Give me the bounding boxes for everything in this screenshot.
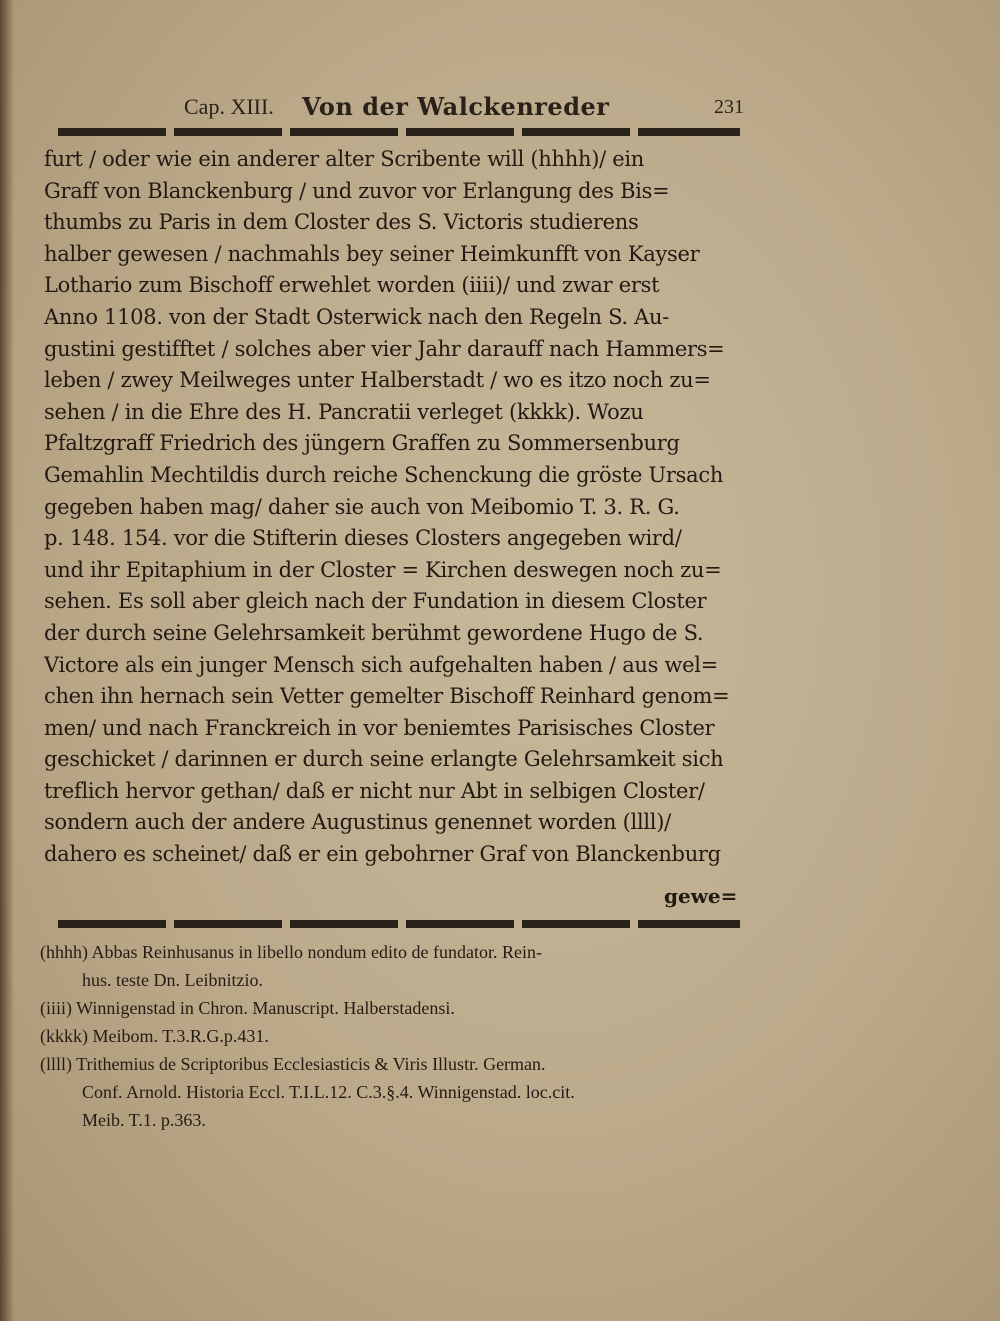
footnote-line: (iiii) Winnigenstad in Chron. Manuscript. Halberstadensi. (40, 998, 455, 1018)
text-line: sondern auch der andere Augustinus genennet worden (llll)/ (44, 810, 671, 835)
text-line: furt / oder wie ein anderer alter Scribente will (hhhh)/ ein (44, 147, 645, 171)
footnote-line: Conf. Arnold. Historia Eccl. T.I.L.12. C.3.§.4. Winnigenstad. loc.cit. (82, 1082, 575, 1102)
text-line: sehen. Es soll aber gleich nach der Fundation in diesem Closter (44, 589, 707, 614)
footnote-line: (hhhh) Abbas Reinhusanus in libello nondum edito de fundator. Rein- (40, 942, 542, 962)
binding-shadow (0, 0, 14, 1321)
text-line: thumbs zu Paris in dem Closter des S. Victoris studierens (44, 210, 639, 235)
text-line: gegeben haben mag/ daher sie auch von Meibomio T. 3. R. G. (44, 494, 680, 519)
catchword: gewe= (664, 884, 738, 908)
page-number: 231 (714, 96, 744, 118)
text-line: Victore als ein junger Mensch sich aufgehalten haben / aus wel= (44, 652, 719, 677)
text-line: Anno 1108. von der Stadt Osterwick nach den Regeln S. Au- (44, 304, 670, 329)
footnote-line: Meib. T.1. p.363. (82, 1110, 206, 1130)
footnote-line: (llll) Trithemius de Scriptoribus Ecclesiasticis & Viris Illustr. German. (40, 1054, 546, 1074)
chapter-label: Cap. XIII. (184, 94, 274, 119)
text-line: halber gewesen / nachmahls bey seiner Heimkunfft von Kayser (44, 241, 700, 266)
footnote-line: hus. teste Dn. Leibnitzio. (82, 970, 263, 990)
text-line: Gemahlin Mechtildis durch reiche Schenckung die gröste Ursach (44, 462, 724, 487)
text-line: treflich hervor gethan/ daß er nicht nur Abt in selbigen Closter/ (44, 778, 705, 803)
text-line: Graff von Blanckenburg / und zuvor vor Erlangung des Bis= (44, 178, 670, 203)
text-line: sehen / in die Ehre des H. Pancratii verleget (kkkk). Wozu (44, 399, 644, 424)
text-line: leben / zwey Meilweges unter Halberstadt / wo es itzo noch zu= (44, 368, 711, 393)
header-rule (58, 128, 740, 136)
footnotes (40, 938, 740, 1134)
text-line: p. 148. 154. vor die Stifterin dieses Closters angegeben wird/ (44, 526, 682, 551)
text-line: geschicket / darinnen er durch seine erlangte Gelehrsamkeit sich (44, 747, 724, 772)
text-line: gustini gestifftet / solches aber vier Jahr darauff nach Hammers= (44, 336, 725, 361)
main-text (44, 144, 744, 871)
footnote-rule (58, 920, 740, 928)
text-line: und ihr Epitaphium in der Closter = Kirchen deswegen noch zu= (44, 557, 722, 582)
text-line: der durch seine Gelehrsamkeit berühmt gewordene Hugo de S. (44, 620, 704, 645)
running-title: Von der Walckenreder (302, 92, 610, 121)
running-header (184, 92, 744, 128)
text-line: men/ und nach Franckreich in vor beniemtes Parisisches Closter (44, 715, 715, 740)
text-line: Lothario zum Bischoff erwehlet worden (iiii)/ und zwar erst (44, 273, 660, 298)
text-line: Pfaltzgraff Friedrich des jüngern Graffen zu Sommersenburg (44, 431, 680, 456)
text-line: dahero es scheinet/ daß er ein gebohrner Graf von Blanckenburg (44, 842, 721, 867)
footnote-line: (kkkk) Meibom. T.3.R.G.p.431. (40, 1026, 269, 1046)
text-line: chen ihn hernach sein Vetter gemelter Bischoff Reinhard genom= (44, 684, 730, 709)
